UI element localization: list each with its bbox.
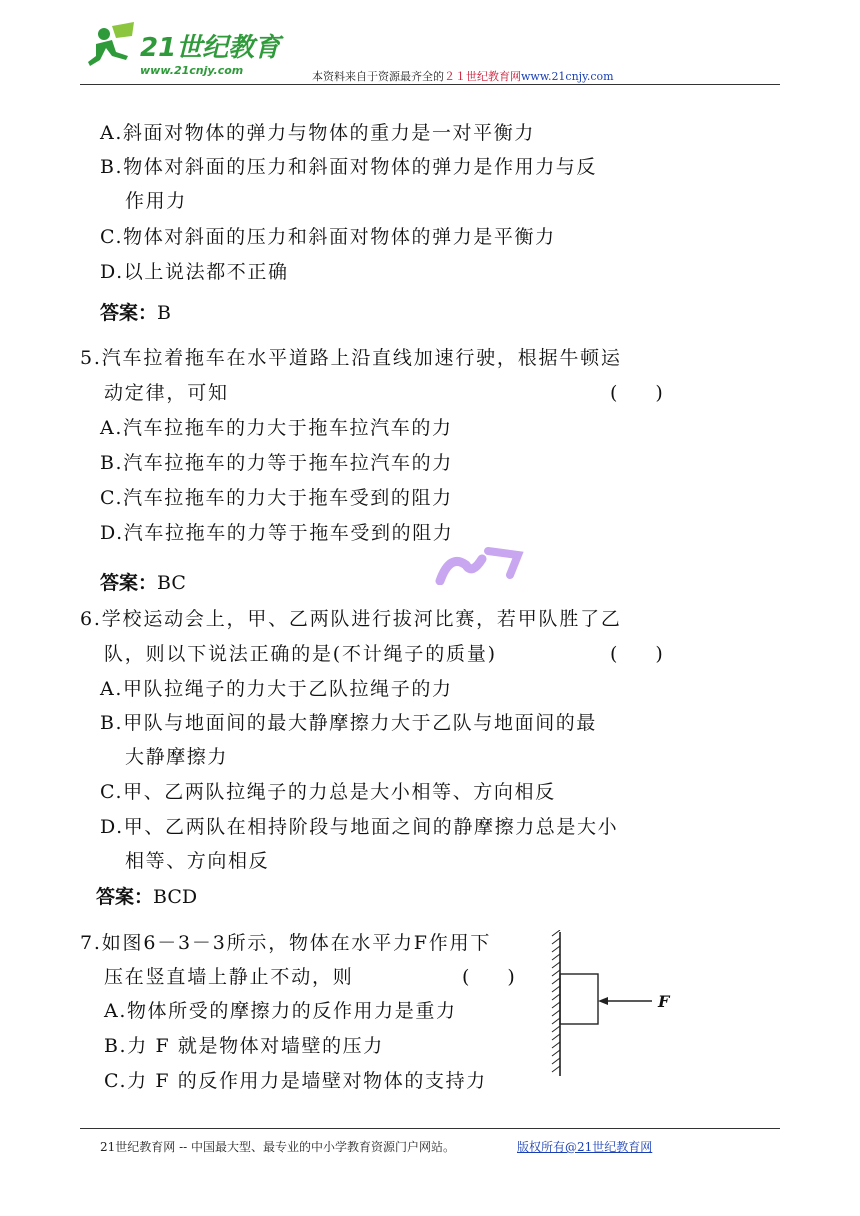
header-note-site: ２１世纪教育网 bbox=[444, 70, 521, 83]
q5-option-c: C.汽车拉拖车的力大于拖车受到的阻力 bbox=[100, 487, 453, 509]
q5-stem-cont: 动定律，可知 bbox=[104, 382, 229, 404]
svg-text:www.21cnjy.com: www.21cnjy.com bbox=[140, 64, 244, 77]
q7-option-c: C.力 F 的反作用力是墙壁对物体的支持力 bbox=[104, 1070, 487, 1092]
q6-option-b: B.甲队与地面间的最大静摩擦力大于乙队与地面间的最 bbox=[100, 712, 598, 734]
svg-text:21世纪教育: 21世纪教育 bbox=[140, 33, 281, 63]
footer-divider bbox=[80, 1128, 780, 1129]
site-logo bbox=[82, 22, 287, 80]
watermark-logo bbox=[430, 545, 530, 585]
block bbox=[560, 974, 598, 1024]
q7-answer-blank: ( ) bbox=[462, 966, 515, 988]
q6-option-c: C.甲、乙两队拉绳子的力总是大小相等、方向相反 bbox=[100, 781, 556, 803]
q7-option-b: B.力 F 就是物体对墙壁的压力 bbox=[104, 1035, 384, 1057]
q6-answer bbox=[96, 882, 197, 909]
header-note bbox=[312, 68, 614, 84]
answer-value: B bbox=[157, 302, 171, 324]
header-note-prefix: 本资料来自于资源最齐全的 bbox=[312, 70, 444, 83]
q4-option-d: D.以上说法都不正确 bbox=[100, 261, 289, 283]
q5-answer-blank: ( ) bbox=[610, 382, 663, 404]
q6-option-d: D.甲、乙两队在相持阶段与地面之间的静摩擦力总是大小 bbox=[100, 816, 619, 838]
header-divider bbox=[80, 84, 780, 85]
wall-hatching bbox=[552, 930, 560, 1076]
q5-stem: 5.汽车拉着拖车在水平道路上沿直线加速行驶，根据牛顿运 bbox=[80, 347, 622, 369]
q6-stem-cont: 队，则以下说法正确的是(不计绳子的质量) bbox=[104, 643, 497, 665]
q5-option-d: D.汽车拉拖车的力等于拖车受到的阻力 bbox=[100, 522, 454, 544]
wall-block-force-figure bbox=[548, 930, 688, 1080]
q4-option-b: B.物体对斜面的压力和斜面对物体的弹力是作用力与反 bbox=[100, 156, 598, 178]
q6-answer-blank: ( ) bbox=[610, 643, 663, 665]
q4-option-b-cont: 作用力 bbox=[125, 190, 187, 212]
force-arrow bbox=[598, 997, 652, 1005]
header-note-url[interactable]: www.21cnjy.com bbox=[521, 70, 614, 83]
svg-text:F: F bbox=[658, 992, 670, 1011]
q6-option-b-cont: 大静摩擦力 bbox=[125, 746, 229, 768]
footer-copyright-link[interactable]: 版权所有@21世纪教育网 bbox=[517, 1140, 653, 1154]
q6-option-a: A.甲队拉绳子的力大于乙队拉绳子的力 bbox=[100, 678, 453, 700]
q5-answer bbox=[100, 568, 186, 595]
answer-value: BC bbox=[157, 572, 186, 594]
q7-stem-cont: 压在竖直墙上静止不动，则 bbox=[104, 966, 354, 988]
q5-option-b: B.汽车拉拖车的力等于拖车拉汽车的力 bbox=[100, 452, 453, 474]
answer-label: 答案： bbox=[100, 302, 158, 324]
q6-stem: 6.学校运动会上，甲、乙两队进行拔河比赛，若甲队胜了乙 bbox=[80, 608, 622, 630]
answer-label: 答案： bbox=[100, 572, 158, 594]
footer-site-description: 21世纪教育网 -- 中国最大型、最专业的中小学教育资源门户网站。 bbox=[100, 1140, 456, 1154]
q6-option-d-cont: 相等、方向相反 bbox=[125, 850, 270, 872]
q4-option-c: C.物体对斜面的压力和斜面对物体的弹力是平衡力 bbox=[100, 226, 556, 248]
q7-stem: 7.如图6－3－3所示，物体在水平力F作用下 bbox=[80, 932, 492, 954]
answer-label: 答案： bbox=[96, 886, 154, 908]
q4-answer bbox=[100, 298, 171, 325]
q7-option-a: A.物体所受的摩擦力的反作用力是重力 bbox=[104, 1000, 457, 1022]
q5-option-a: A.汽车拉拖车的力大于拖车拉汽车的力 bbox=[100, 417, 453, 439]
q4-option-a: A.斜面对物体的弹力与物体的重力是一对平衡力 bbox=[100, 122, 535, 144]
answer-value: BCD bbox=[153, 886, 198, 908]
runner-icon bbox=[88, 22, 134, 66]
